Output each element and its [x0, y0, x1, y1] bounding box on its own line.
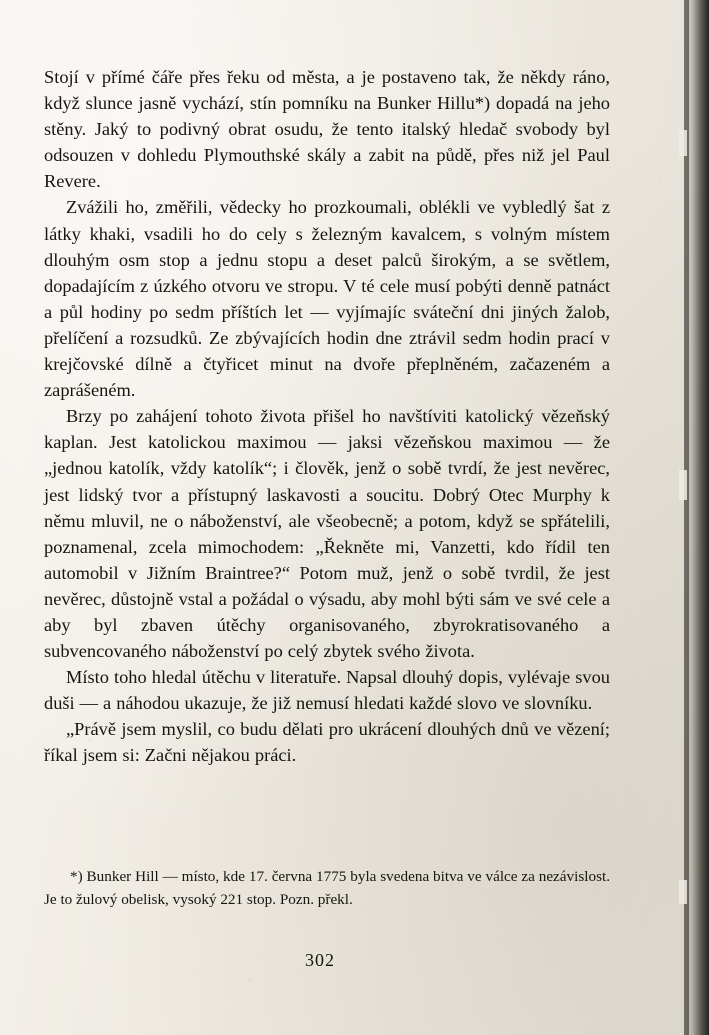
page-edge-nick-bottom	[679, 880, 687, 904]
footnote	[44, 866, 610, 911]
paragraph: Zvážili ho, změřili, vědecky ho prozkoumali, oblékli ve vybledlý šat z látky khaki, vsadili ho do cely s železným kavalcem, s volným místem dlouhým osm stop a jednu stopu a deset palců širokým, a se světlem, dopadajícím z úzkého otvoru ve stropu. V té cele musí pobýti denně patnáct a půl hodiny po sedm příštích let — vyjímajíc sváteční dni jiných žalob, přelíčení a rozsudků. Ze zbývajících hodin dne ztrávil sedm hodin prací v krejčovské dílně a čtyřicet minut na dvoře přeplněném, začazeném a zaprášeném.	[44, 197, 610, 401]
footnote-marker: *)	[70, 868, 83, 885]
page-edge-nick-top	[679, 130, 687, 156]
body-text-column	[44, 64, 610, 769]
page-number: 302	[305, 950, 335, 970]
paragraph: „Právě jsem myslil, co budu dělati pro ukrácení dlouhých dnů ve vězení; říkal jsem si: Začni nějakou práci.	[44, 719, 610, 766]
paragraph: Brzy po zahájení tohoto života přišel ho navštíviti katolický vězeňský kaplan. Jest katolickou maximou — jaksi vězeňskou maximou — že „jednou katolík, vždy katolík“; i člověk, jenž o sobě tvrdí, že jest nevěrec, jest lidský tvor a přístupný laskavosti a soucitu. Dobrý Otec Murphy k němu mluvil, ne o náboženství, ale všeobecně; a potom, když se spřátelili, poznamenal, zcela mimochodem: „Řekněte mi, Vanzetti, kdo řídil ten automobil v Jižním Braintree?“ Potom muž, jenž o sobě tvrdil, že jest nevěrec, důstojně vstal a požádal o výsadu, aby mohl býti sám ve své cele a aby byl zbaven útěchy organisovaného, zbyrokratisovaného a subvencovaného náboženství po celý zbytek svého života.	[44, 406, 610, 662]
footnote-text: Bunker Hill — místo, kde 17. června 1775 byla svedena bitva ve válce za nezávislost. Je to žulový obelisk, vysoký 221 stop. Pozn. překl.	[44, 868, 611, 908]
paragraph: Stojí v přímé čáře přes řeku od města, a je postaveno tak, že někdy ráno, když slunce jasně vychází, stín pomníku na Bunker Hillu*) dopadá na jeho stěny. Jaký to podivný obrat osudu, že tento italský hledač svobody byl odsouzen v dohledu Plymouthské skály a zabit na půdě, přes niž jel Paul Revere.	[44, 67, 610, 192]
paragraph: Místo toho hledal útěchu v literatuře. Napsal dlouhý dopis, vylévaje svou duši — a náhodou ukazuje, že již nemusí hledati každé slovo ve slovníku.	[44, 667, 610, 714]
page-edge-nick-mid	[679, 470, 687, 500]
